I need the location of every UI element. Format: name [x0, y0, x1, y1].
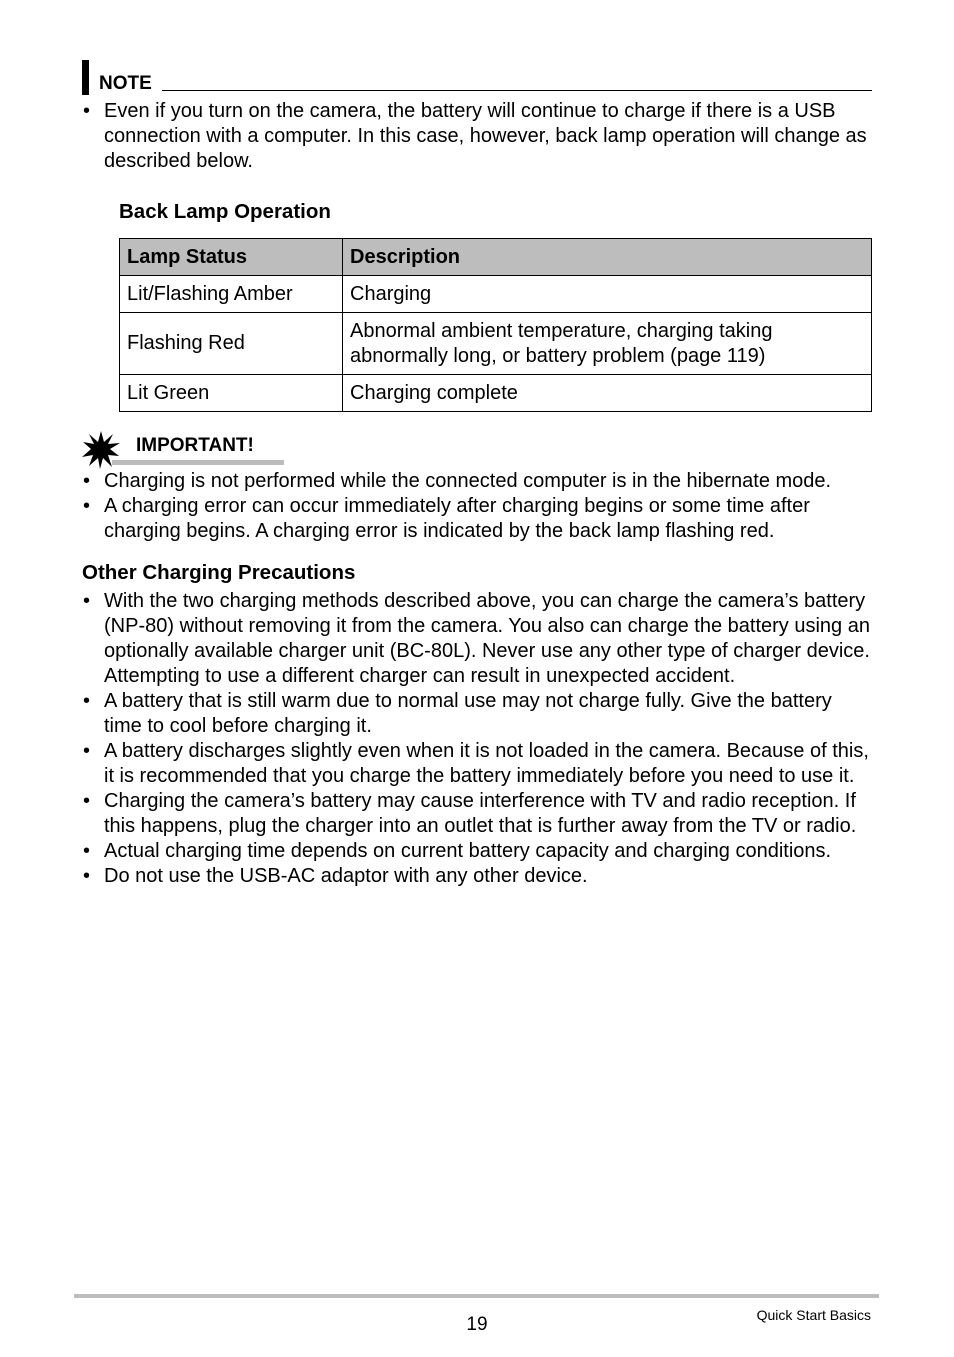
list-item-text: Charging is not performed while the connected computer is in the hibernate mode.	[104, 470, 832, 492]
burst-icon	[82, 431, 120, 469]
important-divider	[112, 460, 284, 465]
list-item-text: A battery discharges slightly even when it is not loaded in the camera. Because of this, it is recommended that you charge the battery immediately before you need to use it.	[104, 740, 869, 787]
description-cell: Charging	[343, 276, 872, 313]
important-list	[82, 469, 877, 544]
important-label: IMPORTANT!	[136, 435, 254, 456]
list-item	[82, 739, 874, 789]
list-item-text: A battery that is still warm due to normal use may not charge fully. Give the battery time to cool before charging it.	[104, 690, 832, 737]
bullet: •	[83, 865, 91, 887]
note-marker-bar	[82, 60, 89, 95]
list-item	[82, 469, 877, 494]
note-label: NOTE	[99, 73, 152, 94]
description-cell: Charging complete	[343, 375, 872, 412]
list-item-text: Do not use the USB-AC adaptor with any other device.	[104, 865, 588, 887]
bullet: •	[83, 590, 91, 612]
back-lamp-table	[119, 238, 872, 412]
bullet: •	[83, 470, 91, 492]
back-lamp-heading: Back Lamp Operation	[119, 200, 331, 223]
table-row	[120, 375, 872, 412]
note-divider	[162, 90, 872, 91]
page-number: 19	[466, 1314, 488, 1335]
list-item-text: Even if you turn on the camera, the battery will continue to charge if there is a USB connection with a computer. In this case, however, back lamp operation will change as described below.	[104, 100, 867, 172]
precautions-heading: Other Charging Precautions	[82, 561, 356, 584]
list-item-text: Actual charging time depends on current battery capacity and charging conditions.	[104, 840, 832, 862]
bullet: •	[83, 840, 91, 862]
bullet: •	[83, 690, 91, 712]
list-item-text: With the two charging methods described above, you can charge the camera’s battery (NP-80) without removing it from the camera. You also can charge the battery using an optionally available charger unit (BC-80L). Never use any other type of charger device. Attempting to use a different charger can result in unexpected accident.	[104, 590, 870, 687]
note-list	[82, 99, 872, 174]
list-item	[82, 99, 872, 174]
bullet: •	[83, 495, 91, 517]
table-row	[120, 276, 872, 313]
bullet: •	[83, 740, 91, 762]
lamp-status-cell: Flashing Red	[120, 313, 343, 375]
list-item	[82, 839, 874, 864]
footer-divider	[74, 1294, 879, 1298]
description-cell: Abnormal ambient temperature, charging taking abnormally long, or battery problem (page 119)	[343, 313, 872, 375]
list-item	[82, 689, 874, 739]
bullet: •	[83, 100, 91, 122]
table-header-row	[120, 239, 872, 276]
precautions-list	[82, 589, 874, 889]
list-item	[82, 864, 874, 889]
list-item-text: Charging the camera’s battery may cause interference with TV and radio reception. If this happens, plug the charger into an outlet that is further away from the TV or radio.	[104, 790, 857, 837]
table-row	[120, 313, 872, 375]
list-item	[82, 494, 877, 544]
column-header: Description	[343, 239, 872, 276]
column-header: Lamp Status	[120, 239, 343, 276]
list-item	[82, 789, 874, 839]
bullet: •	[83, 790, 91, 812]
lamp-status-cell: Lit/Flashing Amber	[120, 276, 343, 313]
section-name: Quick Start Basics	[756, 1307, 871, 1323]
list-item	[82, 589, 874, 689]
lamp-status-cell: Lit Green	[120, 375, 343, 412]
list-item-text: A charging error can occur immediately after charging begins or some time after charging begins. A charging error is indicated by the back lamp flashing red.	[104, 495, 810, 542]
